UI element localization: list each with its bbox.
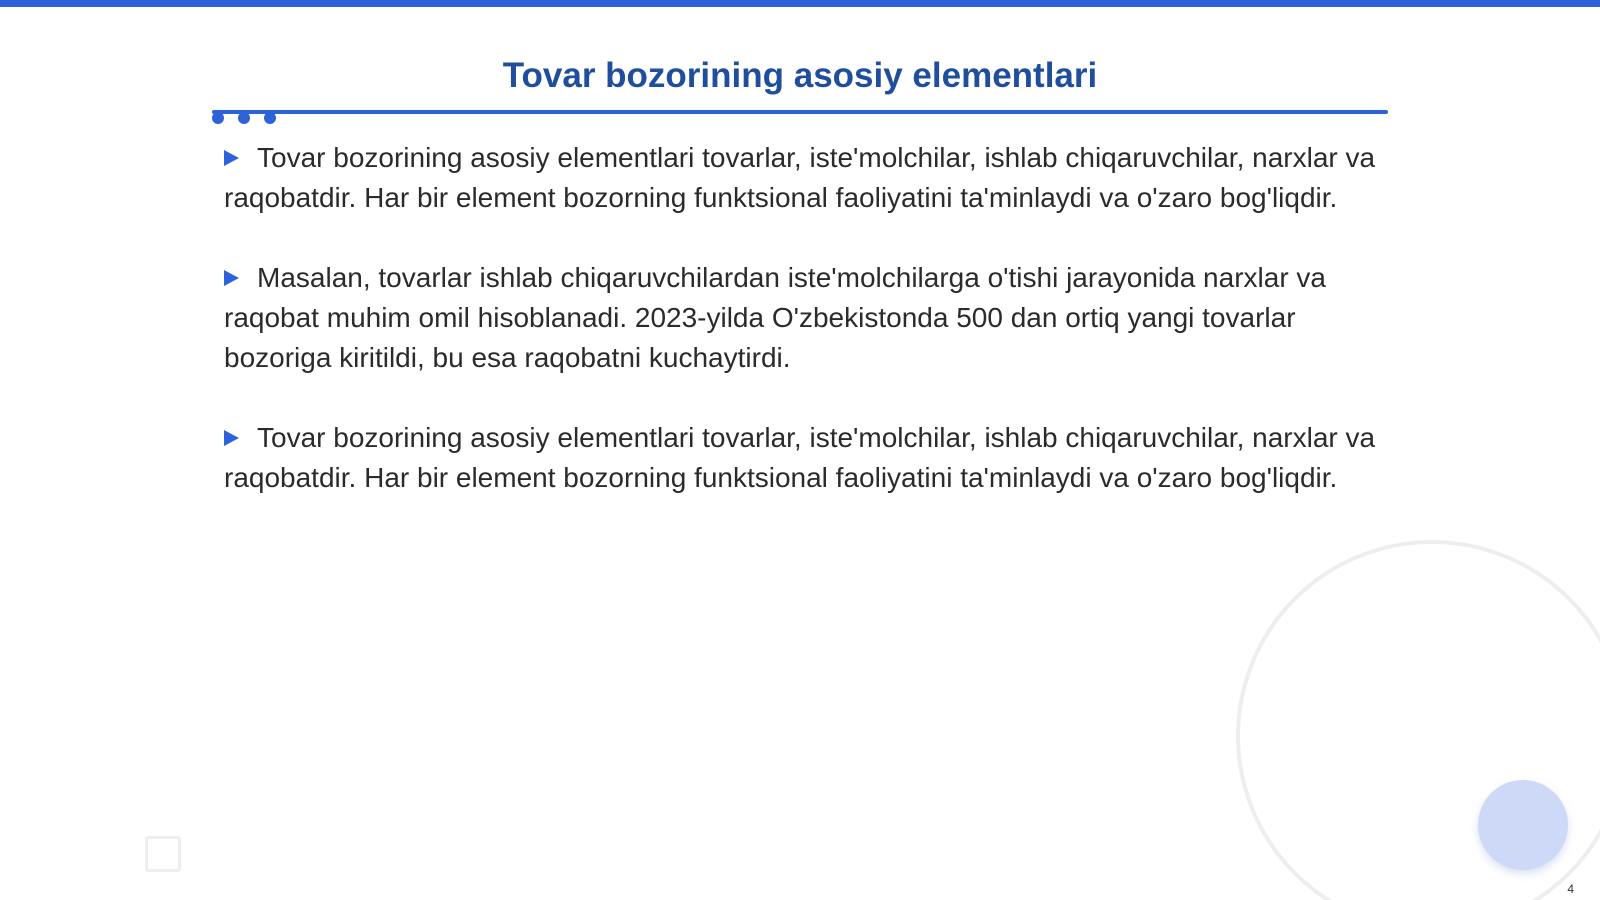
triangle-right-icon [224,150,239,166]
top-accent-bar [0,0,1600,7]
triangle-right-icon [224,430,239,446]
decorative-square [145,836,181,872]
underline-dot [264,112,276,124]
underline-dot [238,112,250,124]
bullet-text: Masalan, tovarlar ishlab chiqaruvchilardan iste'molchilarga o'tishi jarayonida narxlar va raqobat muhim omil hisoblanadi. 2023-yilda O'zbekistonda 500 dan ortiq yangi tovarlar bozoriga kiritildi, bu esa raqobatni kuchaytirdi. [224,262,1326,373]
decorative-circle-filled [1478,780,1568,870]
bullet-item [224,418,1384,498]
bullet-list [224,138,1384,538]
underline-dot [212,112,224,124]
bullet-item [224,258,1384,378]
triangle-right-icon [224,270,239,286]
slide-title: Tovar bozorining asosiy elementlari [502,56,1098,95]
bullet-text: Tovar bozorining asosiy elementlari tovarlar, iste'molchilar, ishlab chiqaruvchilar, narxlar va raqobatdir. Har bir element bozorning funktsional faoliyatini ta'minlaydi va o'zaro bog'liqdir. [224,422,1376,493]
bullet-item [224,138,1384,218]
title-underline [212,110,1388,114]
bullet-text: Tovar bozorining asosiy elementlari tovarlar, iste'molchilar, ishlab chiqaruvchilar, narxlar va raqobatdir. Har bir element bozorning funktsional faoliyatini ta'minlaydi va o'zaro bog'liqdir. [224,142,1376,213]
page-number: 4 [1567,882,1574,896]
